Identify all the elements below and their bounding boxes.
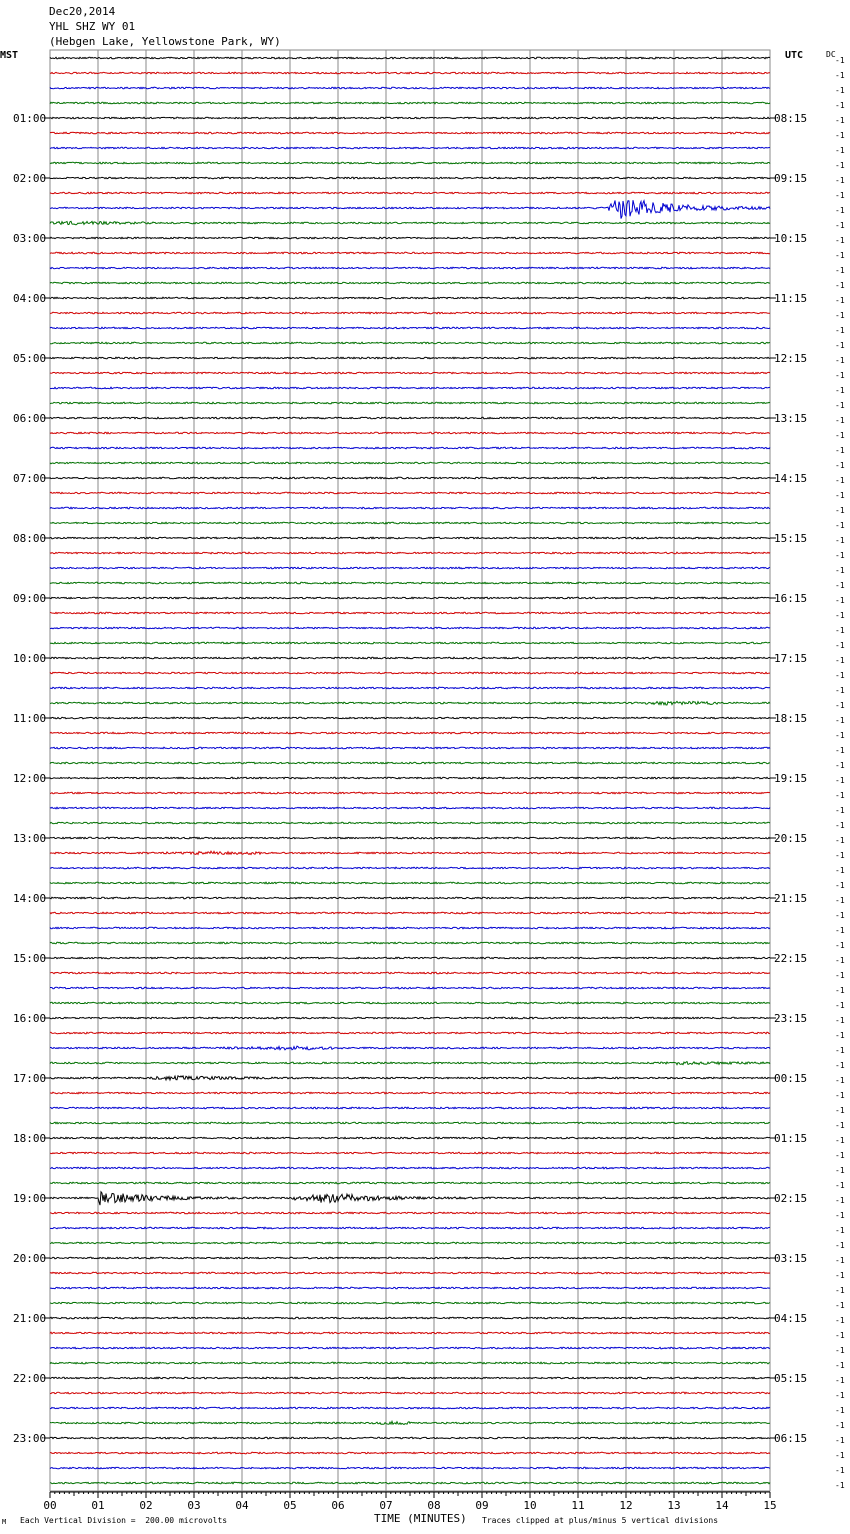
left-hour-label: 23:00 — [13, 1432, 47, 1445]
clip-scale-label: -1 — [835, 791, 845, 800]
trace-row-50 — [50, 807, 770, 809]
clip-scale-label: -1 — [835, 146, 845, 155]
trace-row-29 — [50, 492, 770, 494]
clip-scale-label: -1 — [835, 1001, 845, 1010]
clip-scale-label: -1 — [835, 971, 845, 980]
trace-row-71 — [50, 1122, 770, 1124]
trace-row-59 — [50, 942, 770, 944]
trace-row-90 — [50, 1407, 770, 1409]
clip-scale-label: -1 — [835, 1046, 845, 1055]
trace-row-64 — [50, 1017, 770, 1019]
x-tick-label: 15 — [763, 1499, 777, 1512]
trace-row-21 — [50, 372, 770, 374]
trace-row-10 — [50, 200, 770, 218]
left-hour-label: 07:00 — [13, 472, 47, 485]
trace-row-49 — [50, 792, 770, 794]
left-hour-label: 15:00 — [13, 952, 47, 965]
trace-row-9 — [50, 192, 770, 194]
trace-row-40 — [50, 657, 770, 659]
right-time-label: 21:15 — [774, 892, 808, 905]
dc-label: DC — [826, 50, 836, 59]
trace-row-58 — [50, 927, 770, 929]
trace-row-69 — [50, 1092, 770, 1094]
right-time-label: 01:15 — [774, 1132, 808, 1145]
x-tick-label: 11 — [571, 1499, 585, 1512]
trace-row-24 — [50, 417, 770, 419]
trace-row-62 — [50, 987, 770, 989]
trace-row-94 — [50, 1467, 770, 1469]
plot-date: Dec20,2014 — [49, 5, 116, 18]
clip-scale-label: -1 — [835, 551, 845, 560]
clip-scale-label: -1 — [835, 1466, 845, 1475]
trace-row-14 — [50, 267, 770, 269]
right-time-label: 20:15 — [774, 832, 808, 845]
clip-scale-label: -1 — [835, 281, 845, 290]
right-time-label: 10:15 — [774, 232, 808, 245]
clip-scale-label: -1 — [835, 1241, 845, 1250]
trace-row-33 — [50, 552, 770, 554]
trace-row-85 — [50, 1332, 770, 1334]
left-hour-label: 03:00 — [13, 232, 47, 245]
x-tick-label: 04 — [235, 1499, 249, 1512]
trace-row-72 — [50, 1137, 770, 1139]
left-hour-label: 09:00 — [13, 592, 47, 605]
clip-scale-label: -1 — [835, 986, 845, 995]
clip-scale-label: -1 — [835, 596, 845, 605]
x-axis-title: TIME (MINUTES) — [374, 1512, 467, 1525]
trace-row-56 — [50, 897, 770, 899]
trace-row-74 — [50, 1167, 770, 1169]
clip-scale-label: -1 — [835, 1421, 845, 1430]
left-hour-label: 13:00 — [13, 832, 47, 845]
clip-scale-label: -1 — [835, 836, 845, 845]
trace-row-44 — [50, 717, 770, 719]
trace-row-80 — [50, 1257, 770, 1259]
clip-scale-label: -1 — [835, 776, 845, 785]
trace-row-32 — [50, 537, 770, 539]
trace-row-61 — [50, 972, 770, 974]
clip-scale-label: -1 — [835, 86, 845, 95]
trace-row-45 — [50, 732, 770, 734]
x-tick-label: 07 — [379, 1499, 393, 1512]
trace-row-55 — [50, 882, 770, 884]
clip-scale-label: -1 — [835, 386, 845, 395]
trace-row-48 — [50, 777, 770, 779]
clip-scale-label: -1 — [835, 221, 845, 230]
clip-scale-label: -1 — [835, 341, 845, 350]
left-hour-label: 19:00 — [13, 1192, 47, 1205]
clip-scale-label: -1 — [835, 251, 845, 260]
left-hour-label: 11:00 — [13, 712, 47, 725]
trace-row-0 — [50, 57, 770, 59]
trace-row-78 — [50, 1227, 770, 1229]
x-tick-label: 01 — [91, 1499, 105, 1512]
clip-scale-label: -1 — [835, 266, 845, 275]
left-timezone-label: MST — [0, 50, 19, 61]
clip-scale-label: -1 — [835, 731, 845, 740]
trace-row-82 — [50, 1287, 770, 1289]
x-tick-label: 02 — [139, 1499, 153, 1512]
clip-scale-label: -1 — [835, 461, 845, 470]
clip-scale-label: -1 — [835, 206, 845, 215]
trace-row-12 — [50, 237, 770, 239]
trace-row-27 — [50, 462, 770, 464]
trace-row-22 — [50, 387, 770, 389]
trace-row-39 — [50, 642, 770, 644]
right-time-label: 00:15 — [774, 1072, 808, 1085]
trace-row-20 — [50, 357, 770, 359]
clip-scale-label: -1 — [835, 896, 845, 905]
trace-row-36 — [50, 597, 770, 599]
trace-row-46 — [50, 747, 770, 749]
left-hour-label: 01:00 — [13, 112, 47, 125]
trace-row-41 — [50, 672, 770, 674]
clip-scale-label: -1 — [835, 1181, 845, 1190]
clip-scale-label: -1 — [835, 866, 845, 875]
trace-row-11 — [50, 221, 770, 225]
trace-row-43 — [50, 701, 770, 705]
trace-row-79 — [50, 1242, 770, 1244]
trace-row-54 — [50, 867, 770, 869]
trace-row-89 — [50, 1392, 770, 1394]
trace-row-77 — [50, 1212, 770, 1214]
clip-scale-label: -1 — [835, 356, 845, 365]
clip-scale-label: -1 — [835, 491, 845, 500]
right-time-label: 05:15 — [774, 1372, 808, 1385]
trace-row-26 — [50, 447, 770, 449]
trace-row-86 — [50, 1347, 770, 1349]
clip-scale-label: -1 — [835, 881, 845, 890]
trace-row-63 — [50, 1002, 770, 1004]
corner-mark: M — [2, 1518, 7, 1526]
clip-scale-label: -1 — [835, 1061, 845, 1070]
clip-scale-label: -1 — [835, 821, 845, 830]
left-hour-label: 02:00 — [13, 172, 47, 185]
x-tick-label: 12 — [619, 1499, 633, 1512]
trace-row-35 — [50, 582, 770, 584]
left-hour-label: 22:00 — [13, 1372, 47, 1385]
trace-row-95 — [50, 1482, 770, 1484]
clip-scale-label: -1 — [835, 296, 845, 305]
trace-row-65 — [50, 1032, 770, 1034]
clip-scale-label: -1 — [835, 116, 845, 125]
right-time-label: 06:15 — [774, 1432, 808, 1445]
trace-row-18 — [50, 327, 770, 329]
clip-scale-label: -1 — [835, 1106, 845, 1115]
left-hour-label: 12:00 — [13, 772, 47, 785]
left-hour-label: 16:00 — [13, 1012, 47, 1025]
right-timezone-label: UTC — [785, 50, 804, 61]
left-hour-label: 08:00 — [13, 532, 47, 545]
trace-row-28 — [50, 477, 770, 479]
clip-scale-label: -1 — [835, 56, 845, 65]
right-time-label: 18:15 — [774, 712, 808, 725]
left-hour-label: 18:00 — [13, 1132, 47, 1145]
clip-scale-label: -1 — [835, 1331, 845, 1340]
trace-row-53 — [50, 851, 770, 854]
clip-scale-label: -1 — [835, 806, 845, 815]
right-time-label: 08:15 — [774, 112, 808, 125]
trace-row-25 — [50, 432, 770, 434]
trace-row-75 — [50, 1182, 770, 1184]
clip-scale-label: -1 — [835, 746, 845, 755]
right-time-label: 04:15 — [774, 1312, 808, 1325]
clip-scale-label: -1 — [835, 686, 845, 695]
clip-scale-label: -1 — [835, 1226, 845, 1235]
clip-scale-label: -1 — [835, 311, 845, 320]
trace-row-76 — [50, 1192, 770, 1205]
vertical-scale-note: Each Vertical Division = 200.00 microvolts — [20, 1516, 228, 1525]
left-hour-label: 20:00 — [13, 1252, 47, 1265]
plot-frame — [50, 50, 770, 1491]
clip-scale-label: -1 — [835, 851, 845, 860]
right-time-label: 23:15 — [774, 1012, 808, 1025]
clip-scale-label: -1 — [835, 1481, 845, 1490]
trace-row-7 — [50, 162, 770, 164]
plot-station: YHL SHZ WY 01 — [49, 20, 136, 33]
clip-scale-label: -1 — [835, 1166, 845, 1175]
right-time-label: 03:15 — [774, 1252, 808, 1265]
clip-scale-label: -1 — [835, 926, 845, 935]
right-time-label: 17:15 — [774, 652, 808, 665]
trace-row-87 — [50, 1362, 770, 1364]
clip-scale-label: -1 — [835, 581, 845, 590]
clip-scale-label: -1 — [835, 1136, 845, 1145]
clip-scale-label: -1 — [835, 1286, 845, 1295]
trace-row-5 — [50, 132, 770, 134]
clip-scale-label: -1 — [835, 101, 845, 110]
clip-scale-label: -1 — [835, 521, 845, 530]
trace-row-34 — [50, 567, 770, 569]
x-tick-label: 00 — [43, 1499, 57, 1512]
trace-row-37 — [50, 612, 770, 614]
trace-row-68 — [50, 1076, 770, 1080]
trace-row-83 — [50, 1302, 770, 1304]
clip-scale-label: -1 — [835, 236, 845, 245]
trace-row-88 — [50, 1377, 770, 1379]
trace-row-60 — [50, 957, 770, 959]
trace-row-84 — [50, 1317, 770, 1319]
clip-note: Traces clipped at plus/minus 5 vertical divisions — [482, 1516, 719, 1525]
x-tick-label: 09 — [475, 1499, 489, 1512]
left-hour-label: 14:00 — [13, 892, 47, 905]
trace-row-51 — [50, 822, 770, 824]
right-time-label: 09:15 — [774, 172, 808, 185]
left-hour-label: 04:00 — [13, 292, 47, 305]
trace-row-67 — [50, 1062, 770, 1065]
left-hour-label: 17:00 — [13, 1072, 47, 1085]
clip-scale-label: -1 — [835, 506, 845, 515]
trace-row-16 — [50, 297, 770, 299]
clip-scale-label: -1 — [835, 701, 845, 710]
clip-scale-label: -1 — [835, 1016, 845, 1025]
x-tick-label: 05 — [283, 1499, 297, 1512]
trace-row-91 — [50, 1421, 770, 1424]
right-time-label: 22:15 — [774, 952, 808, 965]
x-tick-label: 08 — [427, 1499, 441, 1512]
left-hour-label: 10:00 — [13, 652, 47, 665]
clip-scale-label: -1 — [835, 626, 845, 635]
plot-location: (Hebgen Lake, Yellowstone Park, WY) — [49, 35, 281, 48]
clip-scale-label: -1 — [835, 1451, 845, 1460]
right-time-label: 14:15 — [774, 472, 808, 485]
trace-row-3 — [50, 102, 770, 104]
trace-row-70 — [50, 1107, 770, 1109]
clip-scale-label: -1 — [835, 761, 845, 770]
clip-scale-label: -1 — [835, 176, 845, 185]
right-time-label: 19:15 — [774, 772, 808, 785]
trace-row-6 — [50, 147, 770, 149]
x-tick-label: 13 — [667, 1499, 681, 1512]
clip-scale-label: -1 — [835, 1406, 845, 1415]
clip-scale-label: -1 — [835, 956, 845, 965]
clip-scale-label: -1 — [835, 1301, 845, 1310]
clip-scale-label: -1 — [835, 716, 845, 725]
trace-row-92 — [50, 1437, 770, 1439]
clip-scale-label: -1 — [835, 191, 845, 200]
trace-row-4 — [50, 117, 770, 119]
clip-scale-label: -1 — [835, 911, 845, 920]
clip-scale-label: -1 — [835, 1346, 845, 1355]
clip-scale-label: -1 — [835, 941, 845, 950]
trace-row-38 — [50, 627, 770, 629]
trace-row-17 — [50, 312, 770, 314]
left-hour-label: 05:00 — [13, 352, 47, 365]
clip-scale-label: -1 — [835, 401, 845, 410]
trace-row-57 — [50, 912, 770, 914]
clip-scale-label: -1 — [835, 566, 845, 575]
clip-scale-label: -1 — [835, 1376, 845, 1385]
trace-row-66 — [50, 1046, 770, 1050]
clip-scale-label: -1 — [835, 71, 845, 80]
clip-scale-label: -1 — [835, 1121, 845, 1130]
clip-scale-label: -1 — [835, 1211, 845, 1220]
clip-scale-label: -1 — [835, 1091, 845, 1100]
clip-scale-label: -1 — [835, 446, 845, 455]
trace-row-23 — [50, 402, 770, 404]
clip-scale-label: -1 — [835, 431, 845, 440]
trace-row-30 — [50, 507, 770, 509]
clip-scale-label: -1 — [835, 1436, 845, 1445]
clip-scale-label: -1 — [835, 1391, 845, 1400]
clip-scale-label: -1 — [835, 1151, 845, 1160]
clip-scale-label: -1 — [835, 326, 845, 335]
trace-row-47 — [50, 762, 770, 764]
clip-scale-label: -1 — [835, 416, 845, 425]
clip-scale-label: -1 — [835, 1076, 845, 1085]
trace-row-1 — [50, 72, 770, 74]
left-hour-label: 21:00 — [13, 1312, 47, 1325]
trace-row-13 — [50, 252, 770, 254]
clip-scale-label: -1 — [835, 1316, 845, 1325]
right-time-label: 12:15 — [774, 352, 808, 365]
clip-scale-label: -1 — [835, 371, 845, 380]
trace-row-15 — [50, 282, 770, 284]
x-tick-label: 06 — [331, 1499, 345, 1512]
clip-scale-label: -1 — [835, 671, 845, 680]
right-time-label: 02:15 — [774, 1192, 808, 1205]
trace-row-81 — [50, 1272, 770, 1274]
left-hour-label: 06:00 — [13, 412, 47, 425]
clip-scale-label: -1 — [835, 131, 845, 140]
clip-scale-label: -1 — [835, 1031, 845, 1040]
trace-row-73 — [50, 1152, 770, 1154]
right-time-label: 16:15 — [774, 592, 808, 605]
clip-scale-label: -1 — [835, 1196, 845, 1205]
x-tick-label: 10 — [523, 1499, 537, 1512]
clip-scale-label: -1 — [835, 611, 845, 620]
trace-row-19 — [50, 342, 770, 344]
trace-row-52 — [50, 837, 770, 839]
x-tick-label: 03 — [187, 1499, 201, 1512]
clip-scale-label: -1 — [835, 476, 845, 485]
clip-scale-label: -1 — [835, 1361, 845, 1370]
clip-scale-label: -1 — [835, 1271, 845, 1280]
clip-scale-label: -1 — [835, 641, 845, 650]
trace-row-42 — [50, 687, 770, 689]
right-time-label: 13:15 — [774, 412, 808, 425]
clip-scale-label: -1 — [835, 656, 845, 665]
clip-scale-label: -1 — [835, 161, 845, 170]
trace-row-8 — [50, 177, 770, 179]
trace-row-2 — [50, 87, 770, 89]
right-time-label: 11:15 — [774, 292, 808, 305]
trace-row-31 — [50, 522, 770, 524]
clip-scale-label: -1 — [835, 1256, 845, 1265]
trace-row-93 — [50, 1452, 770, 1454]
right-time-label: 15:15 — [774, 532, 808, 545]
clip-scale-label: -1 — [835, 536, 845, 545]
x-tick-label: 14 — [715, 1499, 729, 1512]
